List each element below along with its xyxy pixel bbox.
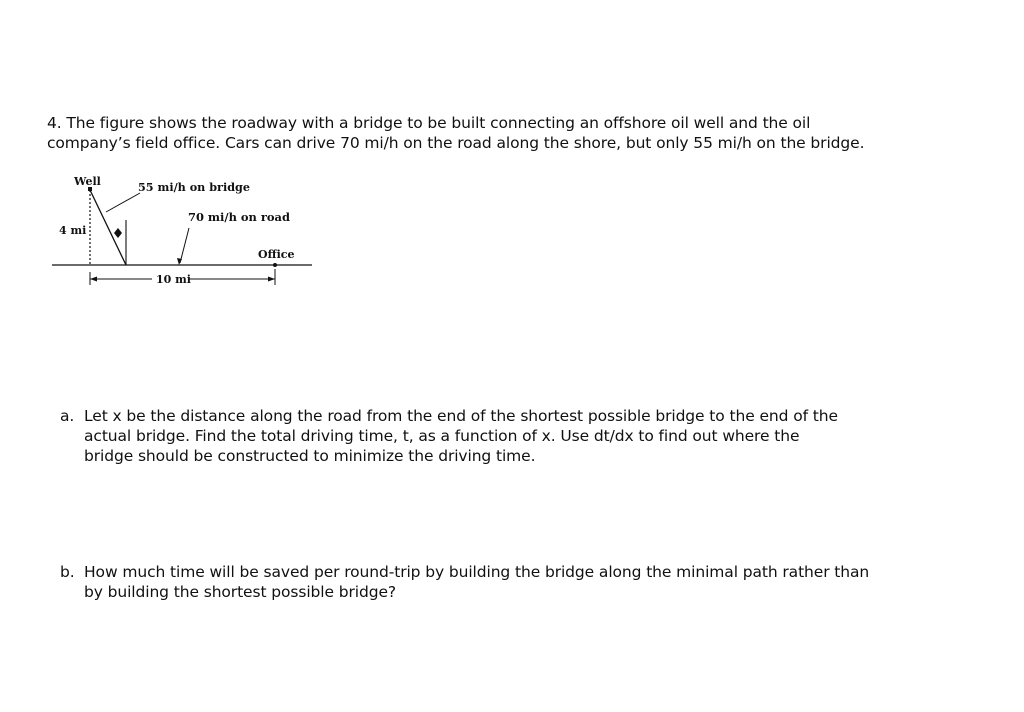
bridge-line <box>90 190 126 265</box>
road-speed-label: 70 mi/h on road <box>188 211 291 224</box>
problem-statement-line-2: company’s field office. Cars can drive 70 mi/h on the road along the shore, but only 55 mi/h on the bridge. <box>47 134 865 152</box>
bridge-speed-label: 55 mi/h on bridge <box>138 181 250 194</box>
bridge-diagram <box>48 168 318 293</box>
office-label: Office <box>258 248 295 261</box>
bridge-callout-line <box>106 193 140 212</box>
part-a-line-2: actual bridge. Find the total driving time, t, as a function of x. Use dt/dx to find out where the <box>84 427 800 445</box>
part-b-line-2: by building the shortest possible bridge? <box>84 583 397 601</box>
part-b-line-1: How much time will be saved per round-trip by building the bridge along the minimal path rather than <box>84 563 870 581</box>
part-a-line-1: Let x be the distance along the road from the end of the shortest possible bridge to the end of the <box>84 407 838 425</box>
distance-arrowhead-left <box>90 277 97 282</box>
part-b <box>60 562 960 602</box>
distance-label: 10 mi <box>156 273 191 286</box>
part-a-text <box>84 406 960 466</box>
problem-statement <box>47 113 977 153</box>
part-a <box>60 406 960 466</box>
office-marker <box>273 263 277 267</box>
part-b-marker: b. <box>60 563 75 581</box>
part-a-line-3: bridge should be constructed to minimize the driving time. <box>84 447 536 465</box>
road-callout-arrowhead <box>177 258 182 265</box>
height-label: 4 mi <box>59 224 87 237</box>
road-callout-line <box>180 228 189 263</box>
problem-statement-line-1: 4. The figure shows the roadway with a bridge to be built connecting an offshore oil well and the oil <box>47 114 811 132</box>
angle-arrow-icon <box>114 228 122 238</box>
part-a-marker: a. <box>60 407 75 425</box>
bridge-figure <box>48 168 318 293</box>
part-b-text <box>84 562 960 602</box>
well-label: Well <box>74 175 101 188</box>
distance-arrowhead-right <box>268 277 275 282</box>
